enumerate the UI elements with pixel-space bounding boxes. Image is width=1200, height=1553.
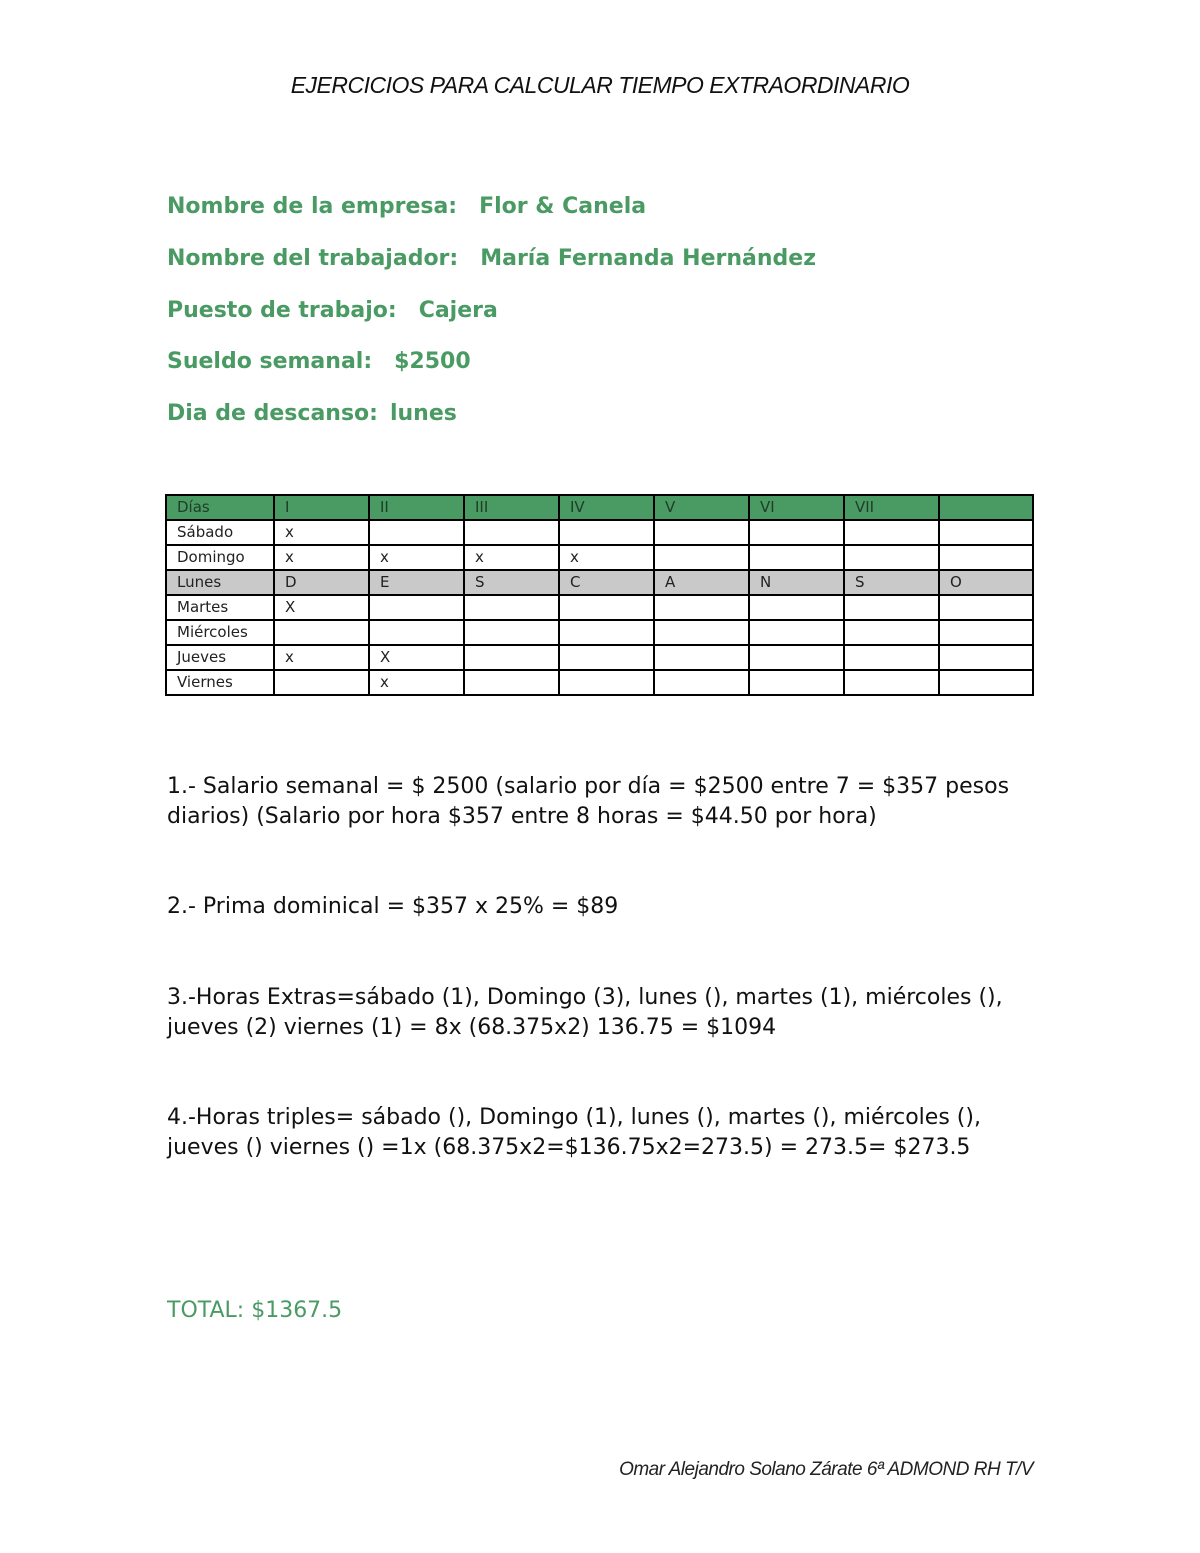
table-cell: VI — [749, 495, 844, 520]
table-cell — [369, 620, 464, 645]
table-cell: x — [274, 645, 369, 670]
table-cell — [559, 595, 654, 620]
company-value: Flor & Canela — [479, 194, 647, 219]
table-cell — [559, 670, 654, 695]
table-cell — [939, 595, 1033, 620]
table-cell: C — [559, 570, 654, 595]
table-cell — [464, 670, 559, 695]
table-cell — [844, 670, 939, 695]
table-cell: A — [654, 570, 749, 595]
table-row — [166, 545, 1033, 570]
table-header-row — [166, 495, 1033, 520]
table-cell — [844, 595, 939, 620]
table-cell — [749, 645, 844, 670]
rest-day-line — [167, 401, 457, 426]
table-cell — [844, 645, 939, 670]
table-cell — [369, 595, 464, 620]
table-cell — [654, 670, 749, 695]
table-cell: E — [369, 570, 464, 595]
company-line — [167, 194, 646, 219]
worker-label: Nombre del trabajador: — [167, 246, 459, 271]
table-cell — [939, 620, 1033, 645]
table-cell — [274, 620, 369, 645]
calc-4: 4.-Horas triples= sábado (), Domingo (1), lunes (), martes (), miércoles (), jueves () viernes () =1x (68.375x2=$136.75x2=273.5) = 273.5= $273.5 — [167, 1105, 981, 1160]
table-cell — [844, 520, 939, 545]
table-cell — [844, 545, 939, 570]
table-row — [166, 620, 1033, 645]
table-cell — [464, 520, 559, 545]
table-cell — [939, 645, 1033, 670]
day-cell: Sábado — [166, 520, 274, 545]
salary-label: Sueldo semanal: — [167, 349, 373, 374]
table-cell — [654, 545, 749, 570]
company-label: Nombre de la empresa: — [167, 194, 458, 219]
table-cell — [559, 520, 654, 545]
table-cell: X — [369, 645, 464, 670]
position-label: Puesto de trabajo: — [167, 298, 397, 323]
table-cell — [464, 645, 559, 670]
salary-value: $2500 — [394, 349, 471, 374]
day-cell: Martes — [166, 595, 274, 620]
table-cell: V — [654, 495, 749, 520]
position-line — [167, 298, 498, 323]
table-row — [166, 670, 1033, 695]
table-cell: x — [369, 545, 464, 570]
table-cell: X — [274, 595, 369, 620]
table-cell: x — [274, 520, 369, 545]
table-cell — [654, 520, 749, 545]
table-cell — [749, 670, 844, 695]
worker-line — [167, 246, 816, 271]
table-row — [166, 570, 1033, 595]
table-cell — [464, 620, 559, 645]
table-cell — [274, 670, 369, 695]
table-cell: D — [274, 570, 369, 595]
day-cell: Lunes — [166, 570, 274, 595]
table-cell: x — [274, 545, 369, 570]
worker-value: María Fernanda Hernández — [480, 246, 816, 271]
table-cell — [939, 495, 1033, 520]
table-cell: II — [369, 495, 464, 520]
position-value: Cajera — [418, 298, 498, 323]
table-cell: S — [844, 570, 939, 595]
schedule-table — [165, 494, 1034, 696]
table-cell: IV — [559, 495, 654, 520]
table-row — [166, 645, 1033, 670]
table-cell: VII — [844, 495, 939, 520]
table-cell: N — [749, 570, 844, 595]
table-cell — [844, 620, 939, 645]
table-cell — [559, 645, 654, 670]
table-cell — [939, 520, 1033, 545]
page-title: EJERCICIOS PARA CALCULAR TIEMPO EXTRAORDINARIO — [290, 72, 910, 98]
salary-line — [167, 349, 471, 374]
table-cell — [749, 520, 844, 545]
table-cell — [749, 595, 844, 620]
table-cell — [369, 520, 464, 545]
calc-2: 2.- Prima dominical = $357 x 25% = $89 — [167, 894, 619, 919]
table-row — [166, 520, 1033, 545]
table-cell: I — [274, 495, 369, 520]
table-cell — [464, 595, 559, 620]
total: TOTAL: $1367.5 — [167, 1298, 343, 1323]
table-cell: x — [464, 545, 559, 570]
table-cell — [559, 620, 654, 645]
day-cell: Domingo — [166, 545, 274, 570]
calc-3: 3.-Horas Extras=sábado (1), Domingo (3), lunes (), martes (1), miércoles (), jueves (2) viernes (1) = 8x (68.375x2) 136.75 = $1094 — [167, 985, 1003, 1040]
table-row — [166, 595, 1033, 620]
table-cell: x — [369, 670, 464, 695]
table-cell: III — [464, 495, 559, 520]
table-cell — [654, 645, 749, 670]
table-cell — [939, 670, 1033, 695]
day-cell: Jueves — [166, 645, 274, 670]
table-cell — [749, 620, 844, 645]
table-cell — [654, 595, 749, 620]
calc-1: 1.- Salario semanal = $ 2500 (salario por día = $2500 entre 7 = $357 pesos diarios) (Salario por hora $357 entre 8 horas = $44.50 por hora) — [167, 774, 1010, 829]
table-cell — [749, 545, 844, 570]
rest-day-label: Dia de descanso: — [167, 401, 378, 426]
table-cell — [654, 620, 749, 645]
table-cell: S — [464, 570, 559, 595]
day-cell: Días — [166, 495, 274, 520]
table-cell: O — [939, 570, 1033, 595]
rest-day-value: lunes — [389, 401, 457, 426]
day-cell: Miércoles — [166, 620, 274, 645]
author-footer: Omar Alejandro Solano Zárate 6ª ADMOND RH T/V — [619, 1459, 1033, 1480]
day-cell: Viernes — [166, 670, 274, 695]
table-cell: x — [559, 545, 654, 570]
table-cell — [939, 545, 1033, 570]
